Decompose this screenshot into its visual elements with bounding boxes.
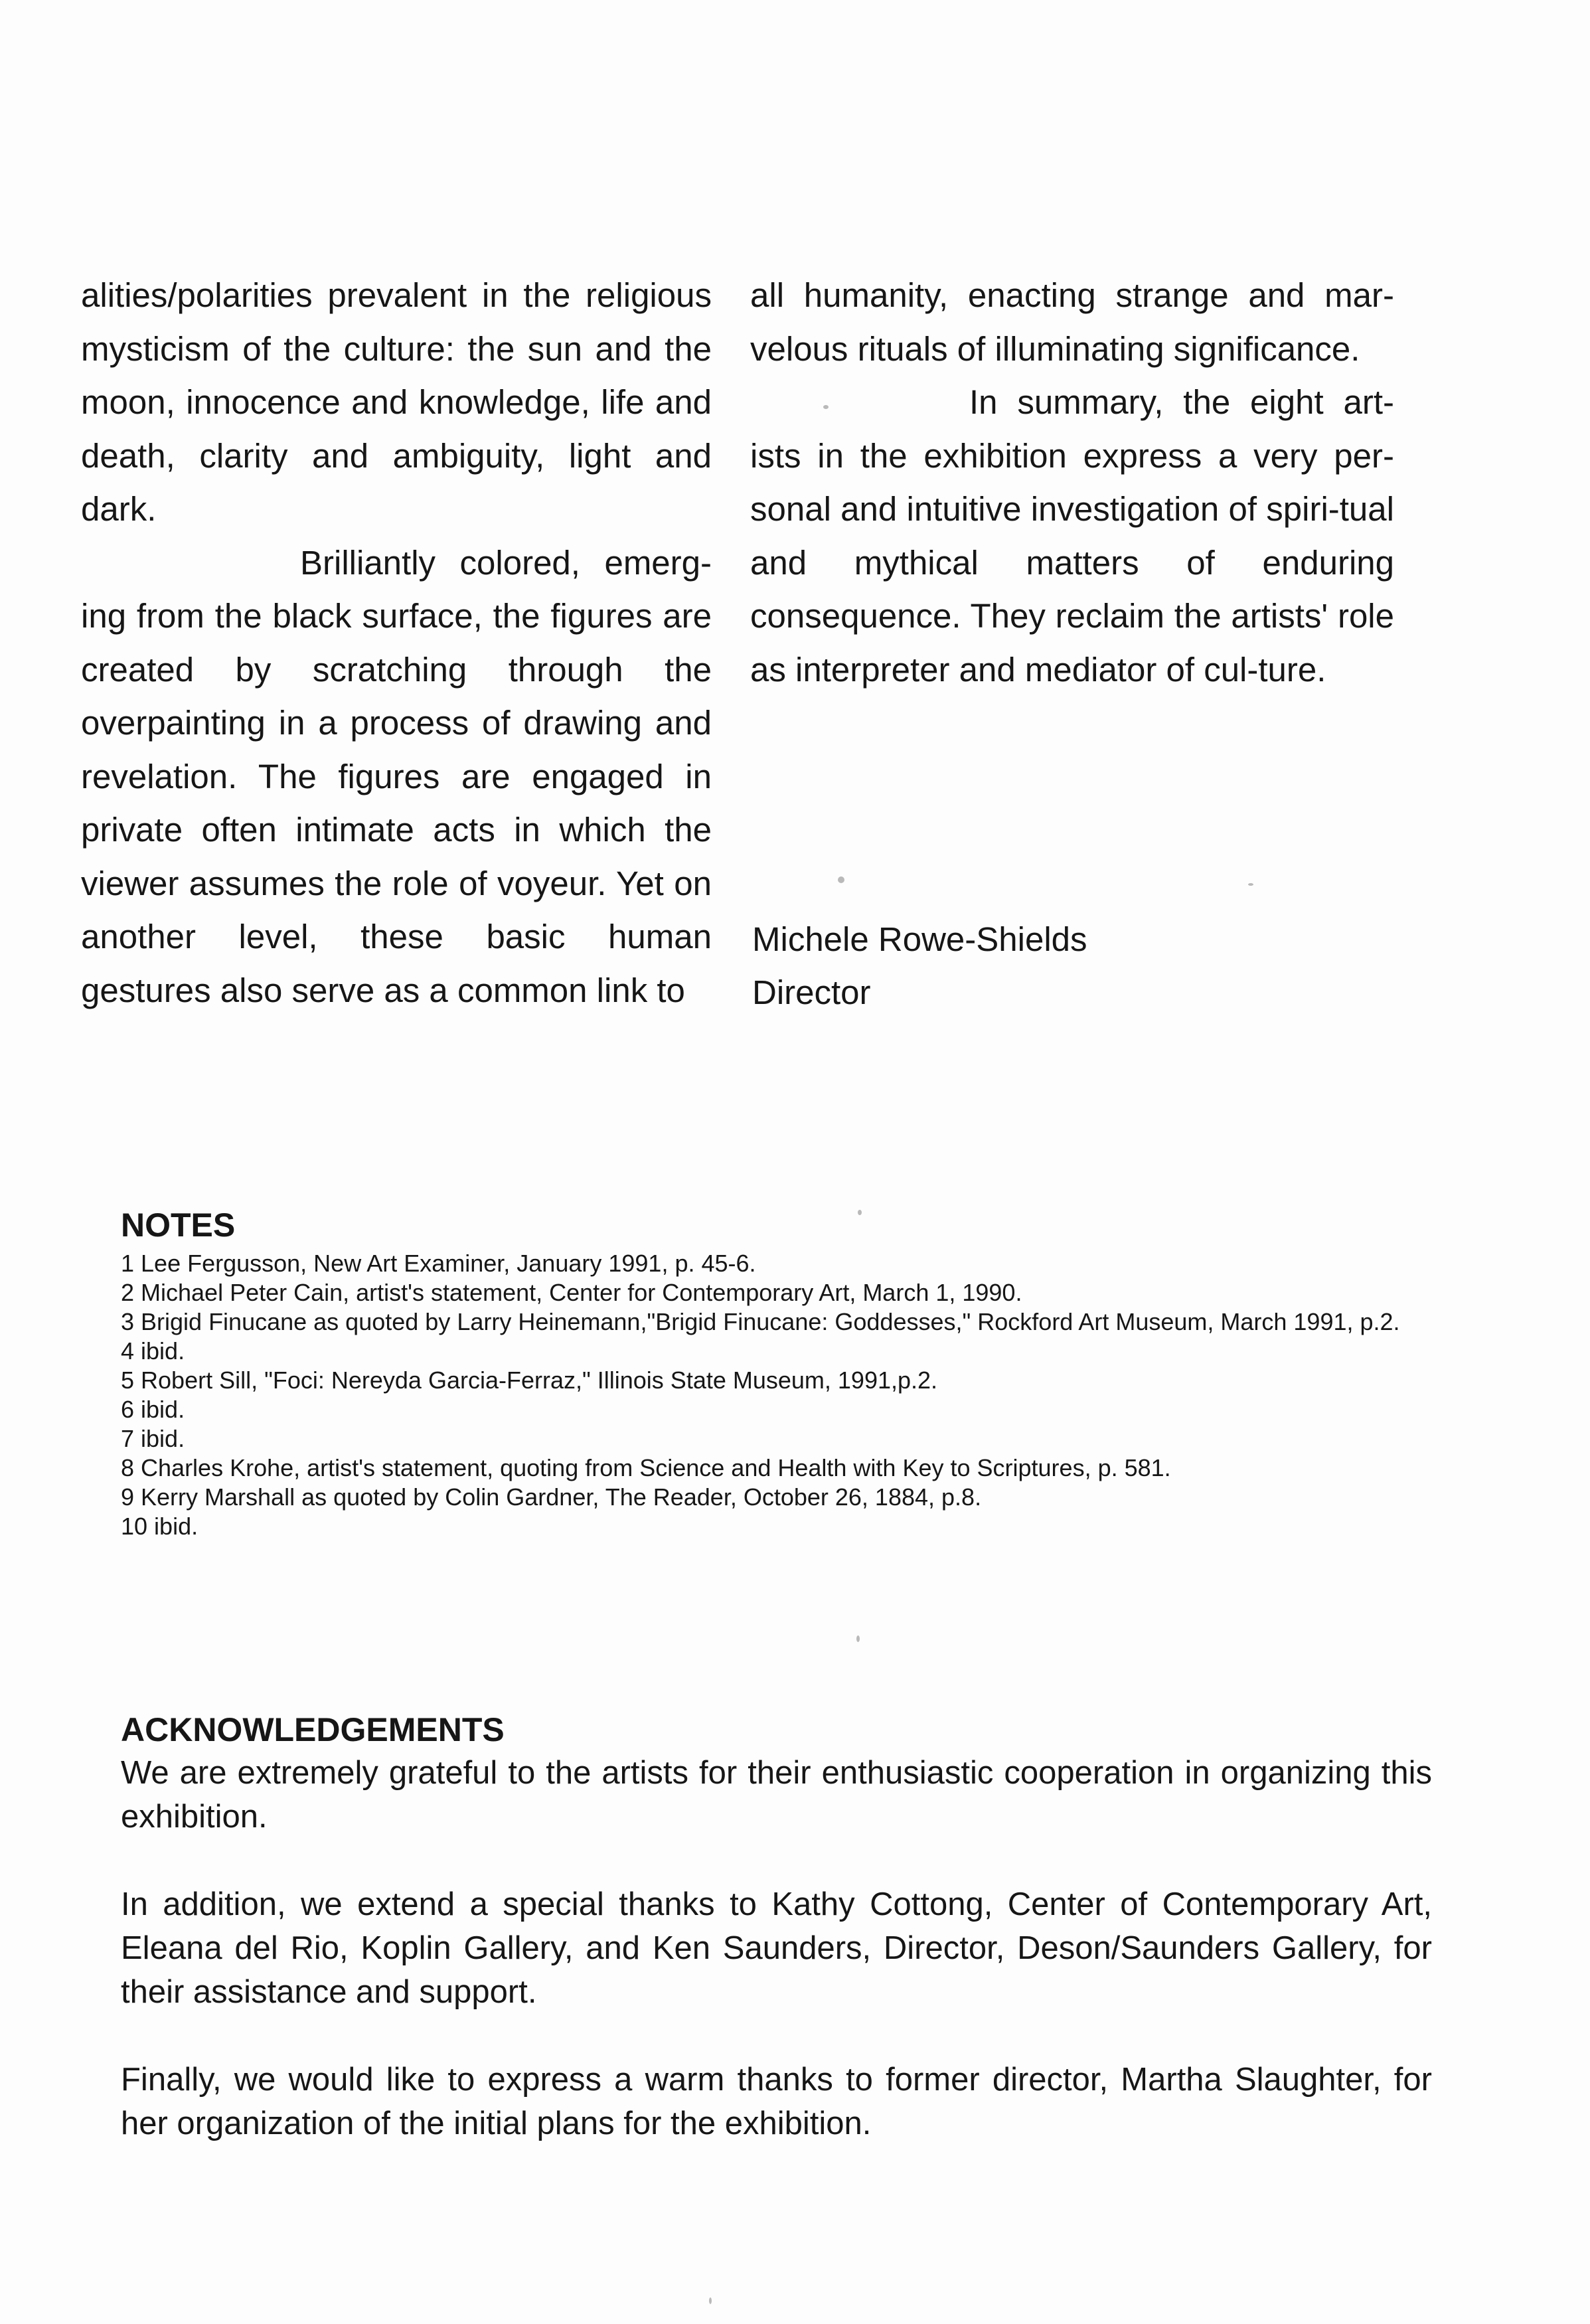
note-item: 5 Robert Sill, "Foci: Nereyda Garcia-Ferraz," Illinois State Museum, 1991,p.2. — [121, 1367, 938, 1394]
notes-heading: NOTES — [121, 1206, 236, 1244]
right-paragraph-1: all humanity, enacting strange and mar-velous rituals of illuminating significance. — [750, 276, 1394, 368]
signature-title: Director — [752, 973, 871, 1011]
scan-speck — [823, 405, 829, 409]
right-column — [750, 269, 1394, 697]
note-item: 9 Kerry Marshall as quoted by Colin Gardner, The Reader, October 26, 1884, p.8. — [121, 1483, 982, 1511]
acknowledgements-paragraph-1: We are extremely grateful to the artists for their enthusiastic cooperation in organizing this exhibition. — [121, 1755, 1432, 1835]
notes-section — [121, 1205, 1435, 1541]
note-item: 8 Charles Krohe, artist's statement, quoting from Science and Health with Key to Scriptures, p. 581. — [121, 1454, 1171, 1481]
signature-name: Michele Rowe-Shields — [752, 920, 1087, 958]
left-paragraph-2: Brilliantly colored, emerg-ing from the black surface, the figures are created by scratching through the overpainting in a process of drawing and revelation. The figures are engaged in private often intimate acts in which the viewer assumes the role of voyeur. Yet on another level, these basic human gestures also serve as a common link to — [81, 543, 712, 1009]
left-column — [81, 269, 712, 1017]
right-paragraph-2: In summary, the eight art-ists in the exhibition express a very per-sonal and intuitive investigation of spiri-tual and mythical matters of enduring consequence. They reclaim the artists' role as interpreter and mediator of cul-ture. — [750, 383, 1394, 689]
scan-speck — [856, 1635, 860, 1642]
scan-speck — [838, 876, 844, 883]
acknowledgements-paragraph-3: Finally, we would like to express a warm thanks to former director, Martha Slaughter, for her organization of the initial plans for the exhibition. — [121, 2062, 1432, 2141]
note-item: 4 ibid. — [121, 1337, 185, 1365]
note-item: 7 ibid. — [121, 1425, 185, 1452]
note-item: 3 Brigid Finucane as quoted by Larry Heinemann,"Brigid Finucane: Goddesses," Rockford Art Museum, March 1991, p.2. — [121, 1308, 1400, 1335]
acknowledgements-heading: ACKNOWLEDGEMENTS — [121, 1711, 505, 1748]
note-item: 1 Lee Fergusson, New Art Examiner, January 1991, p. 45-6. — [121, 1250, 756, 1277]
note-item: 6 ibid. — [121, 1396, 185, 1423]
scan-speck — [1248, 883, 1253, 886]
note-item: 2 Michael Peter Cain, artist's statement, Center for Contemporary Art, March 1, 1990. — [121, 1279, 1022, 1306]
acknowledgements-section — [121, 1710, 1432, 2189]
notes-list — [121, 1249, 1435, 1541]
signature-block — [752, 913, 1087, 1019]
note-item: 10 ibid. — [121, 1513, 199, 1540]
left-paragraph-1: alities/polarities prevalent in the religious mysticism of the culture: the sun and the moon, innocence and knowledge, life and death, clarity and ambiguity, light and dark. — [81, 276, 712, 528]
scan-speck — [709, 2297, 712, 2304]
scan-speck — [858, 1210, 862, 1215]
acknowledgements-paragraph-2: In addition, we extend a special thanks to Kathy Cottong, Center of Contemporary Art, Eleana del Rio, Koplin Gallery, and Ken Saunders, Director, Deson/Saunders Gallery, for their assistance and support. — [121, 1886, 1432, 2010]
